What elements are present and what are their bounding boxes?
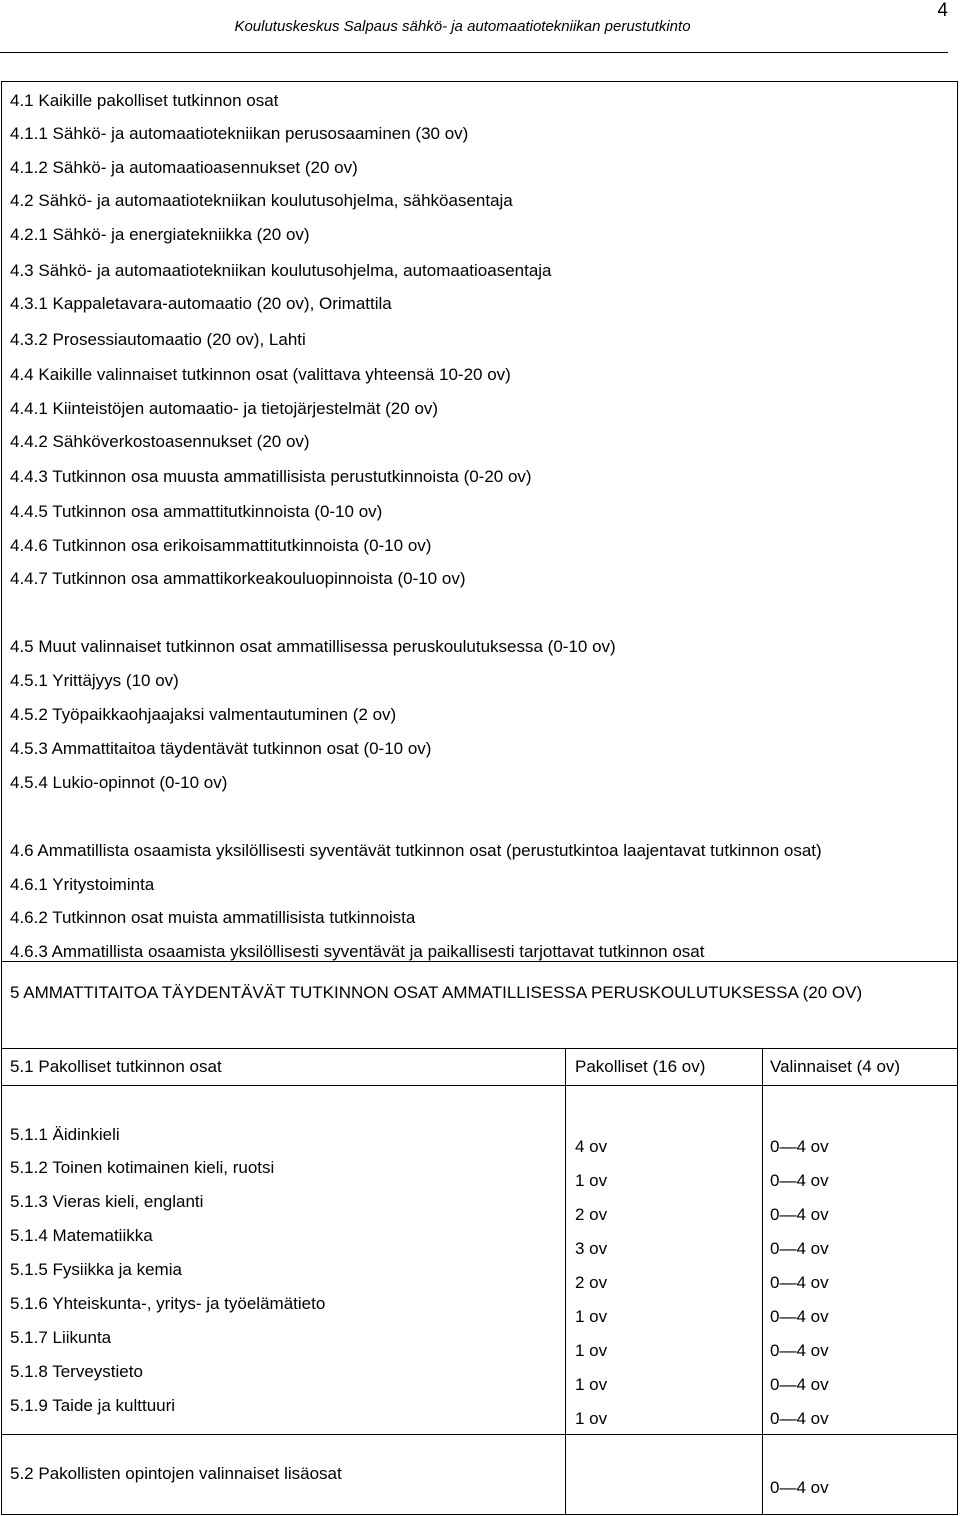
curriculum-outline bbox=[1, 81, 958, 962]
header-rule bbox=[0, 52, 948, 53]
course-name: 5.1.4 Matematiikka bbox=[10, 1226, 153, 1245]
table-footer-name: 5.2 Pakollisten opintojen valinnaiset lisäosat bbox=[10, 1464, 342, 1483]
outline-item: 4.5.2 Työpaikkaohjaajaksi valmentautuminen (2 ov) bbox=[10, 705, 397, 724]
outline-item: 4.3 Sähkö- ja automaatiotekniikan koulutusohjelma, automaatioasentaja bbox=[10, 261, 552, 280]
mandatory-value: 3 ov bbox=[575, 1239, 608, 1258]
outline-item: 4.1.2 Sähkö- ja automaatioasennukset (20 ov) bbox=[10, 158, 358, 177]
section-5-heading: 5 AMMATTITAITOA TÄYDENTÄVÄT TUTKINNON OSAT AMMATILLISESSA PERUSKOULUTUKSESSA (20 OV) bbox=[10, 983, 863, 1002]
outline-item: 4.6.1 Yritystoiminta bbox=[10, 875, 155, 894]
outline-item: 4.6.2 Tutkinnon osat muista ammatillisista tutkinnoista bbox=[10, 908, 416, 927]
mandatory-value: 1 ov bbox=[575, 1307, 608, 1326]
mandatory-value: 1 ov bbox=[575, 1409, 608, 1428]
optional-value: 0—4 ov bbox=[770, 1205, 829, 1224]
outline-item: 4.3.2 Prosessiautomaatio (20 ov), Lahti bbox=[10, 330, 306, 349]
optional-value: 0—4 ov bbox=[770, 1273, 829, 1292]
outline-item: 4.5.4 Lukio-opinnot (0-10 ov) bbox=[10, 773, 228, 792]
mandatory-value: 1 ov bbox=[575, 1375, 608, 1394]
course-name: 5.1.2 Toinen kotimainen kieli, ruotsi bbox=[10, 1158, 275, 1177]
table-header-optional: Valinnaiset (4 ov) bbox=[770, 1057, 901, 1076]
outline-item: 4.4 Kaikille valinnaiset tutkinnon osat (valittava yhteensä 10-20 ov) bbox=[10, 365, 511, 384]
table-header-name: 5.1 Pakolliset tutkinnon osat bbox=[10, 1057, 222, 1076]
document-header-title: Koulutuskeskus Salpaus sähkö- ja automaatiotekniikan perustutkinto bbox=[234, 18, 691, 35]
courses-table bbox=[1, 1048, 958, 1515]
outline-item: 4.4.5 Tutkinnon osa ammattitutkinnoista (0-10 ov) bbox=[10, 502, 383, 521]
outline-item: 4.4.2 Sähköverkostoasennukset (20 ov) bbox=[10, 432, 310, 451]
optional-value: 0—4 ov bbox=[770, 1307, 829, 1326]
optional-value: 0—4 ov bbox=[770, 1375, 829, 1394]
row-divider bbox=[2, 1085, 957, 1086]
outline-item: 4.4.3 Tutkinnon osa muusta ammatillisista perustutkinnoista (0-20 ov) bbox=[10, 467, 532, 486]
mandatory-value: 2 ov bbox=[575, 1273, 608, 1292]
mandatory-value: 1 ov bbox=[575, 1341, 608, 1360]
outline-item: 4.2.1 Sähkö- ja energiatekniikka (20 ov) bbox=[10, 225, 310, 244]
mandatory-value: 4 ov bbox=[575, 1137, 608, 1156]
row-divider bbox=[2, 1434, 957, 1435]
course-name: 5.1.7 Liikunta bbox=[10, 1328, 112, 1347]
optional-value: 0—4 ov bbox=[770, 1341, 829, 1360]
outline-item: 4.4.6 Tutkinnon osa erikoisammattitutkinnoista (0-10 ov) bbox=[10, 536, 432, 555]
outline-item: 4.6.3 Ammatillista osaamista yksilöllisesti syventävät ja paikallisesti tarjottavat tutkinnon osat bbox=[10, 942, 705, 961]
outline-item: 4.4.7 Tutkinnon osa ammattikorkeakouluopinnoista (0-10 ov) bbox=[10, 569, 466, 588]
outline-item: 4.5 Muut valinnaiset tutkinnon osat ammatillisessa peruskoulutuksessa (0-10 ov) bbox=[10, 637, 616, 656]
optional-value: 0—4 ov bbox=[770, 1409, 829, 1428]
optional-value: 0—4 ov bbox=[770, 1137, 829, 1156]
table-header-mandatory: Pakolliset (16 ov) bbox=[575, 1057, 706, 1076]
optional-value: 0—4 ov bbox=[770, 1239, 829, 1258]
course-name: 5.1.3 Vieras kieli, englanti bbox=[10, 1192, 204, 1211]
mandatory-value: 2 ov bbox=[575, 1205, 608, 1224]
outline-item: 4.1.1 Sähkö- ja automaatiotekniikan perusosaaminen (30 ov) bbox=[10, 124, 469, 143]
outline-item: 4.1 Kaikille pakolliset tutkinnon osat bbox=[10, 91, 279, 110]
table-footer-optional: 0—4 ov bbox=[770, 1478, 829, 1497]
mandatory-value: 1 ov bbox=[575, 1171, 608, 1190]
course-name: 5.1.8 Terveystieto bbox=[10, 1362, 143, 1381]
course-name: 5.1.9 Taide ja kulttuuri bbox=[10, 1396, 176, 1415]
course-name: 5.1.5 Fysiikka ja kemia bbox=[10, 1260, 182, 1279]
outline-item: 4.6 Ammatillista osaamista yksilöllisesti syventävät tutkinnon osat (perustutkintoa laajentavat tutkinnon osat) bbox=[10, 841, 822, 860]
outline-item: 4.5.3 Ammattitaitoa täydentävät tutkinnon osat (0-10 ov) bbox=[10, 739, 432, 758]
outline-item: 4.5.1 Yrittäjyys (10 ov) bbox=[10, 671, 179, 690]
optional-value: 0—4 ov bbox=[770, 1171, 829, 1190]
outline-item: 4.2 Sähkö- ja automaatiotekniikan koulutusohjelma, sähköasentaja bbox=[10, 191, 513, 210]
course-name: 5.1.6 Yhteiskunta-, yritys- ja työelämätieto bbox=[10, 1294, 326, 1313]
page-number: 4 bbox=[937, 0, 948, 21]
section-5-box bbox=[1, 961, 958, 1049]
outline-item: 4.4.1 Kiinteistöjen automaatio- ja tietojärjestelmät (20 ov) bbox=[10, 399, 439, 418]
course-name: 5.1.1 Äidinkieli bbox=[10, 1125, 120, 1144]
column-divider bbox=[762, 1049, 763, 1514]
outline-item: 4.3.1 Kappaletavara-automaatio (20 ov), Orimattila bbox=[10, 294, 392, 313]
column-divider bbox=[565, 1049, 566, 1514]
